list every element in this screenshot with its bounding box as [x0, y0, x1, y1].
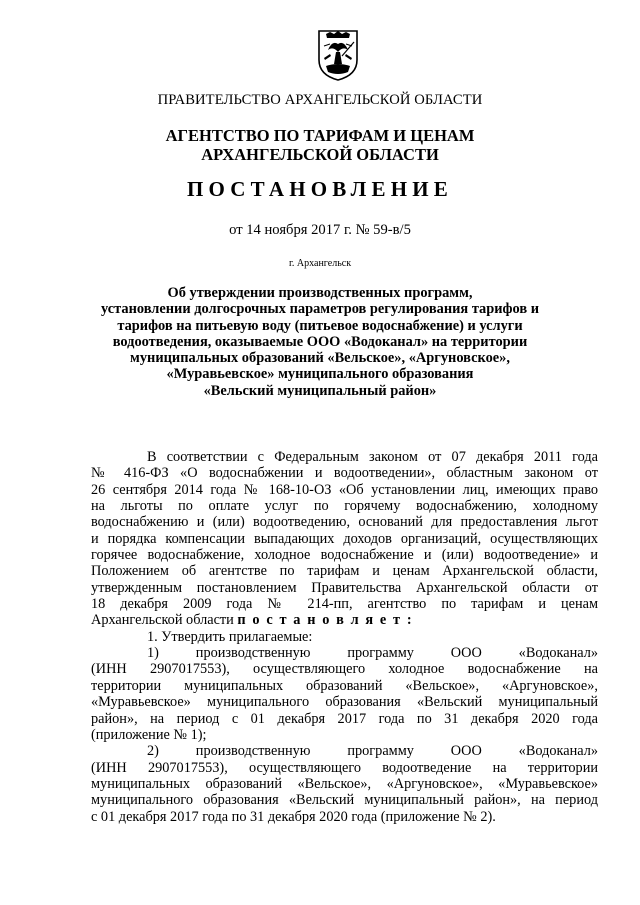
- subitem-line: (ИНН 2907017553), осуществляющего водоотведение на территории: [91, 759, 598, 776]
- subject-line: «Вельский муниципальный район»: [203, 382, 437, 399]
- preamble-paragraph: [91, 449, 598, 629]
- government-name: ПРАВИТЕЛЬСТВО АРХАНГЕЛЬСКОЙ ОБЛАСТИ: [157, 92, 483, 108]
- subitem-line: 2) производственную программу ООО «Водоканал»: [147, 743, 598, 760]
- city-name: г. Архангельск: [288, 258, 352, 269]
- subitem-line: «Муравьевское» муниципального образования «Вельский муниципальный: [91, 694, 598, 711]
- preamble-line: водоснабжению и (или) водоотведению, оснований для предоставления льгот: [91, 514, 598, 531]
- subitem-line: (приложение № 1);: [91, 726, 207, 743]
- agency-name: [0, 126, 640, 164]
- subitem-line: муниципального образования «Вельский муниципальный район», на период: [91, 792, 598, 809]
- subitem-line: территории муниципальных образований «Вельское», «Аргуновское»,: [91, 677, 598, 694]
- subject-line: Об утверждении производственных программ,: [167, 285, 473, 301]
- preamble-line: утвержденным постановлением Правительства Архангельской области от: [91, 579, 598, 596]
- preamble-line: горячее водоснабжение, холодное водоснабжение и (или) водоотведение» и: [91, 547, 598, 564]
- preamble-line: Положением об агентстве по тарифам и ценам Архангельской области,: [91, 563, 598, 580]
- preamble-line: на льготы по оплате услуг по горячему водоснабжению, холодному: [91, 498, 598, 515]
- preamble-line: и порядка компенсации выпадающих доходов организаций, осуществляющих: [91, 530, 598, 547]
- preamble-line: 26 сентября 2014 года № 168-10-ОЗ «Об установлении лиц, имеющих право: [91, 481, 598, 498]
- subject-line: «Муравьевское» муниципального образования: [166, 366, 474, 383]
- subject-line: тарифов на питьевую воду (питьевое водоснабжение) и услуги: [117, 317, 523, 334]
- subitem-line: район», на период с 01 декабря 2017 года по 31 декабря 2020 года: [91, 710, 598, 727]
- item-1: 1. Утвердить прилагаемые:: [147, 628, 313, 645]
- subitem-2: [91, 743, 598, 825]
- subitem-1: [91, 645, 598, 743]
- date-and-number: от 14 ноября 2017 г. № 59-в/5: [229, 222, 411, 238]
- subitem-line: 1) производственную программу ООО «Водоканал»: [147, 645, 598, 662]
- preamble-line: 18 декабря 2009 года № 214-пп, агентство по тарифам и ценам: [91, 596, 598, 613]
- preamble-line: В соответствии с Федеральным законом от 07 декабря 2011 года: [147, 449, 598, 465]
- decree-body: [91, 449, 598, 825]
- agency-name-line: АГЕНТСТВО ПО ТАРИФАМ И ЦЕНАМ: [165, 126, 475, 145]
- arkhangelsk-coat-of-arms-icon: [316, 28, 360, 82]
- subitem-line: с 01 декабря 2017 года по 31 декабря 2020 года (приложение № 2).: [91, 808, 496, 825]
- subitem-line: (ИНН 2907017553), осуществляющего холодное водоснабжение на: [91, 661, 598, 678]
- resolves-word: п о с т а н о в л я е т :: [237, 612, 414, 629]
- document-type-title: ПОСТАНОВЛЕНИЕ: [186, 177, 454, 201]
- preamble-line: № 416-ФЗ «О водоснабжении и водоотведении», областным законом от: [91, 465, 598, 482]
- agency-name-line: АРХАНГЕЛЬСКОЙ ОБЛАСТИ: [201, 145, 439, 164]
- subject-line: водоотведения, оказываемые ООО «Водоканал» на территории: [112, 333, 528, 350]
- preamble-line-start: Архангельской области: [91, 612, 234, 629]
- decree-subject: [0, 285, 640, 399]
- subject-line: муниципальных образований «Вельское», «Аргуновское»,: [130, 350, 510, 367]
- subject-line: установлении долгосрочных параметров регулирования тарифов и: [100, 301, 540, 318]
- preamble-line: [91, 612, 598, 628]
- subitem-line: муниципальных образований «Вельское», «Аргуновское», «Муравьевское»: [91, 775, 598, 792]
